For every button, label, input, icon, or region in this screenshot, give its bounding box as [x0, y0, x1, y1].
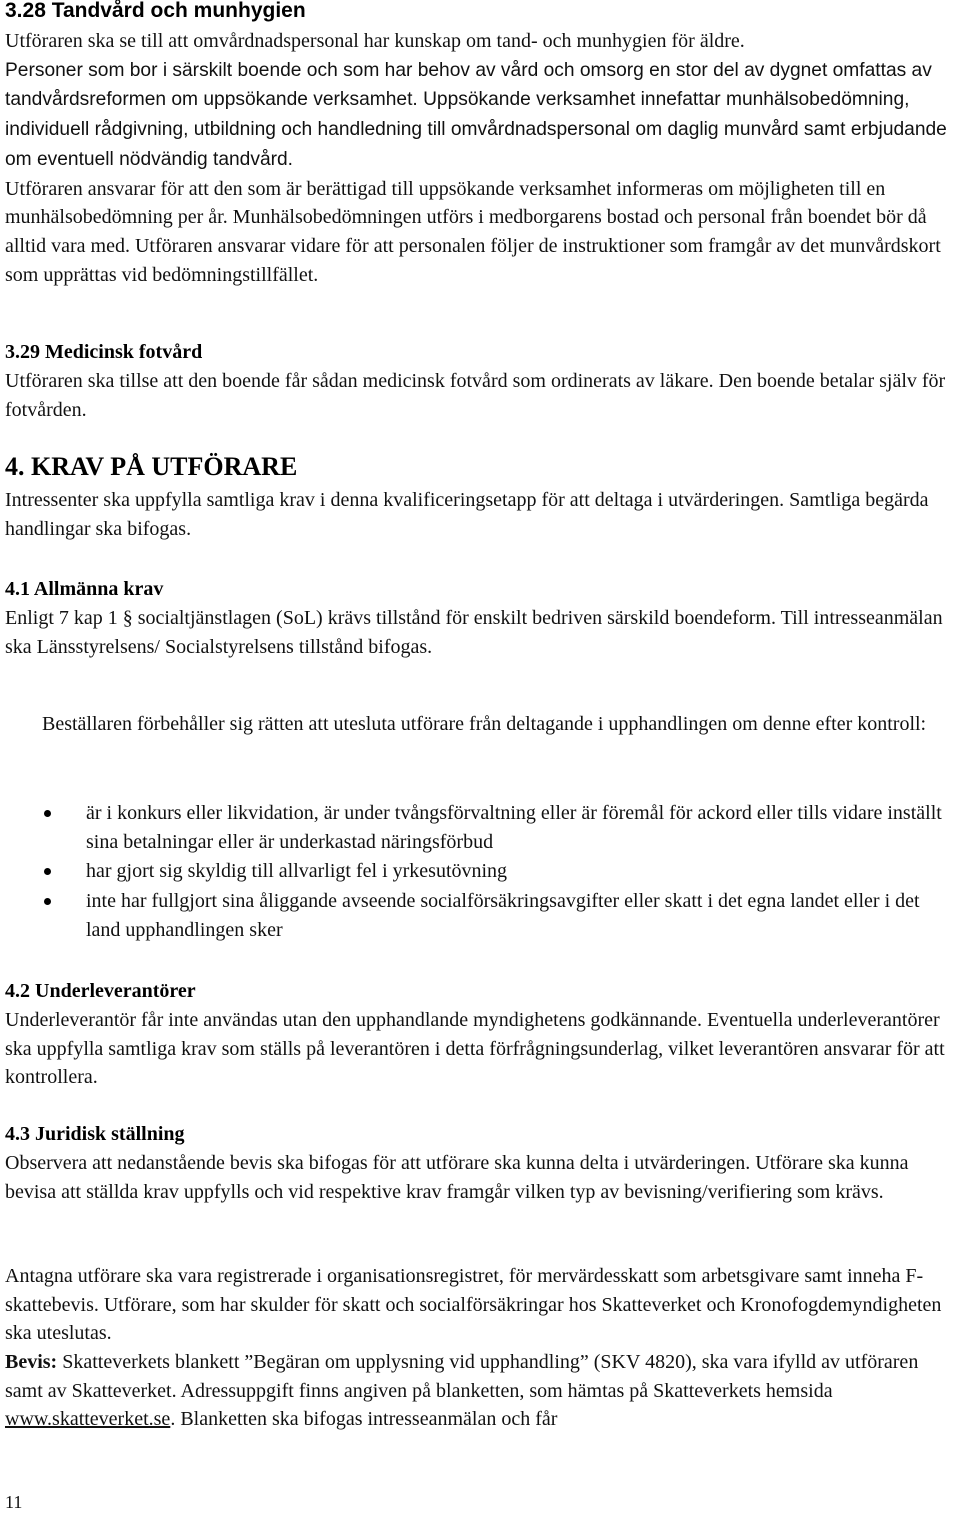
- paragraph-3-28-serif: Utföraren ansvarar för att den som är berättigad till uppsökande verksamhet informeras om möjligheten till en munhälsobedömning per år. Munhälsobedömningen utförs i medborgarens bostad och personal från boendet bör då alltid vara med. Utföraren ansvarar vidare för att personalen följer de instruktioner som framgår av det munvårdskort som upprättas vid bedömningstillfället.: [5, 177, 941, 286]
- exclusion-list: [42, 799, 952, 946]
- heading-4-1: 4.1 Allmänna krav: [5, 578, 164, 600]
- bullet-icon: [44, 868, 51, 875]
- list-item: inte har fullgjort sina åliggande avseende socialförsäkringsavgifter eller skatt i det egna landet eller i det land upphandlingen sker: [42, 887, 952, 944]
- paragraph-3-29: Utföraren ska tillse att den boende får sådan medicinsk fotvård som ordinerats av läkare. Den boende betalar själv för fotvården.: [5, 370, 946, 421]
- page-number: 11: [5, 1492, 23, 1512]
- paragraph-3-28: [5, 27, 955, 289]
- paragraph-4-1: Enligt 7 kap 1 § socialtjänstlagen (SoL) krävs tillstånd för enskilt bedriven särskild boendeform. Till intresseanmälan ska Länsstyrelsens/ Socialstyrelsens tillstånd bifogas.: [5, 607, 943, 658]
- heading-3-29: 3.29 Medicinsk fotvård: [5, 341, 203, 363]
- skatteverket-link[interactable]: www.skatteverket.se: [5, 1408, 171, 1431]
- list-item: är i konkurs eller likvidation, är under tvångsförvaltning eller är föremål för ackord eller tills vidare inställt sina betalningar eller är underkastad näringsförbud: [42, 799, 952, 856]
- bevis-paragraph: Bevis: Skatteverkets blankett ”Begäran om upplysning vid upphandling” (SKV 4820), ska vara ifylld av utföraren samt av Skatteverket. Adressuppgift finns angiven på blanketten, som hämtas på Skatteverkets hemsida www.skatteverket.se. Blanketten ska bifogas intresseanmälan och får: [5, 1351, 919, 1431]
- paragraph-3-28-line1: Utföraren ska se till att omvårdnadspersonal har kunskap om tand- och munhygien för äldre.: [5, 30, 745, 52]
- paragraph-3-28-sans: Personer som bor i särskilt boende och som har behov av vård och omsorg en stor del av dygnet omfattas av tandvårdsreformen om uppsökande verksamhet. Uppsökande verksamhet innefattar munhälsobedömning, individuell rådgivning, utbildning och handledning till omvårdnadspersonal om daglig munvård samt erbjudande om eventuell nödvändig tandvård.: [5, 59, 947, 170]
- bullet-icon: [44, 810, 51, 817]
- paragraph-4-2: Underleverantör får inte användas utan den upphandlande myndighetens godkännande. Eventuella underleverantörer ska uppfylla samtliga krav som ställs på leverantören i detta förfrågningsunderlag, vilket leverantören ansvarar för att kontrollera.: [5, 1009, 945, 1089]
- heading-3-28: 3.28 Tandvård och munhygien: [5, 0, 306, 22]
- bevis-label: Bevis:: [5, 1351, 58, 1373]
- paragraph-4-3: Observera att nedanstående bevis ska bifogas för att utförare ska kunna delta i utvärderingen. Utförare ska kunna bevisa att ställda krav uppfylls och vid respektive krav framgår vilken typ av bevisning/verifiering som krävs.: [5, 1152, 909, 1203]
- reservation-paragraph: Beställaren förbehåller sig rätten att utesluta utförare från deltagande i upphandlingen om denne efter kontroll:: [42, 713, 927, 735]
- list-item: har gjort sig skyldig till allvarligt fel i yrkesutövning: [42, 857, 952, 886]
- heading-4: 4. KRAV PÅ UTFÖRARE: [5, 452, 298, 481]
- registration-paragraph: Antagna utförare ska vara registrerade i organisationsregistret, för mervärdesskatt som arbetsgivare samt inneha F-skattebevis. Utförare, som har skulder för skatt och socialförsäkringar hos Skatteverket och Kronofogdemyndigheten ska uteslutas.: [5, 1265, 942, 1345]
- paragraph-4: Intressenter ska uppfylla samtliga krav i denna kvalificeringsetapp för att deltaga i utvärderingen. Samtliga begärda handlingar ska bifogas.: [5, 489, 929, 540]
- heading-4-2: 4.2 Underleverantörer: [5, 980, 196, 1002]
- bullet-icon: [44, 898, 51, 905]
- heading-4-3: 4.3 Juridisk ställning: [5, 1123, 185, 1145]
